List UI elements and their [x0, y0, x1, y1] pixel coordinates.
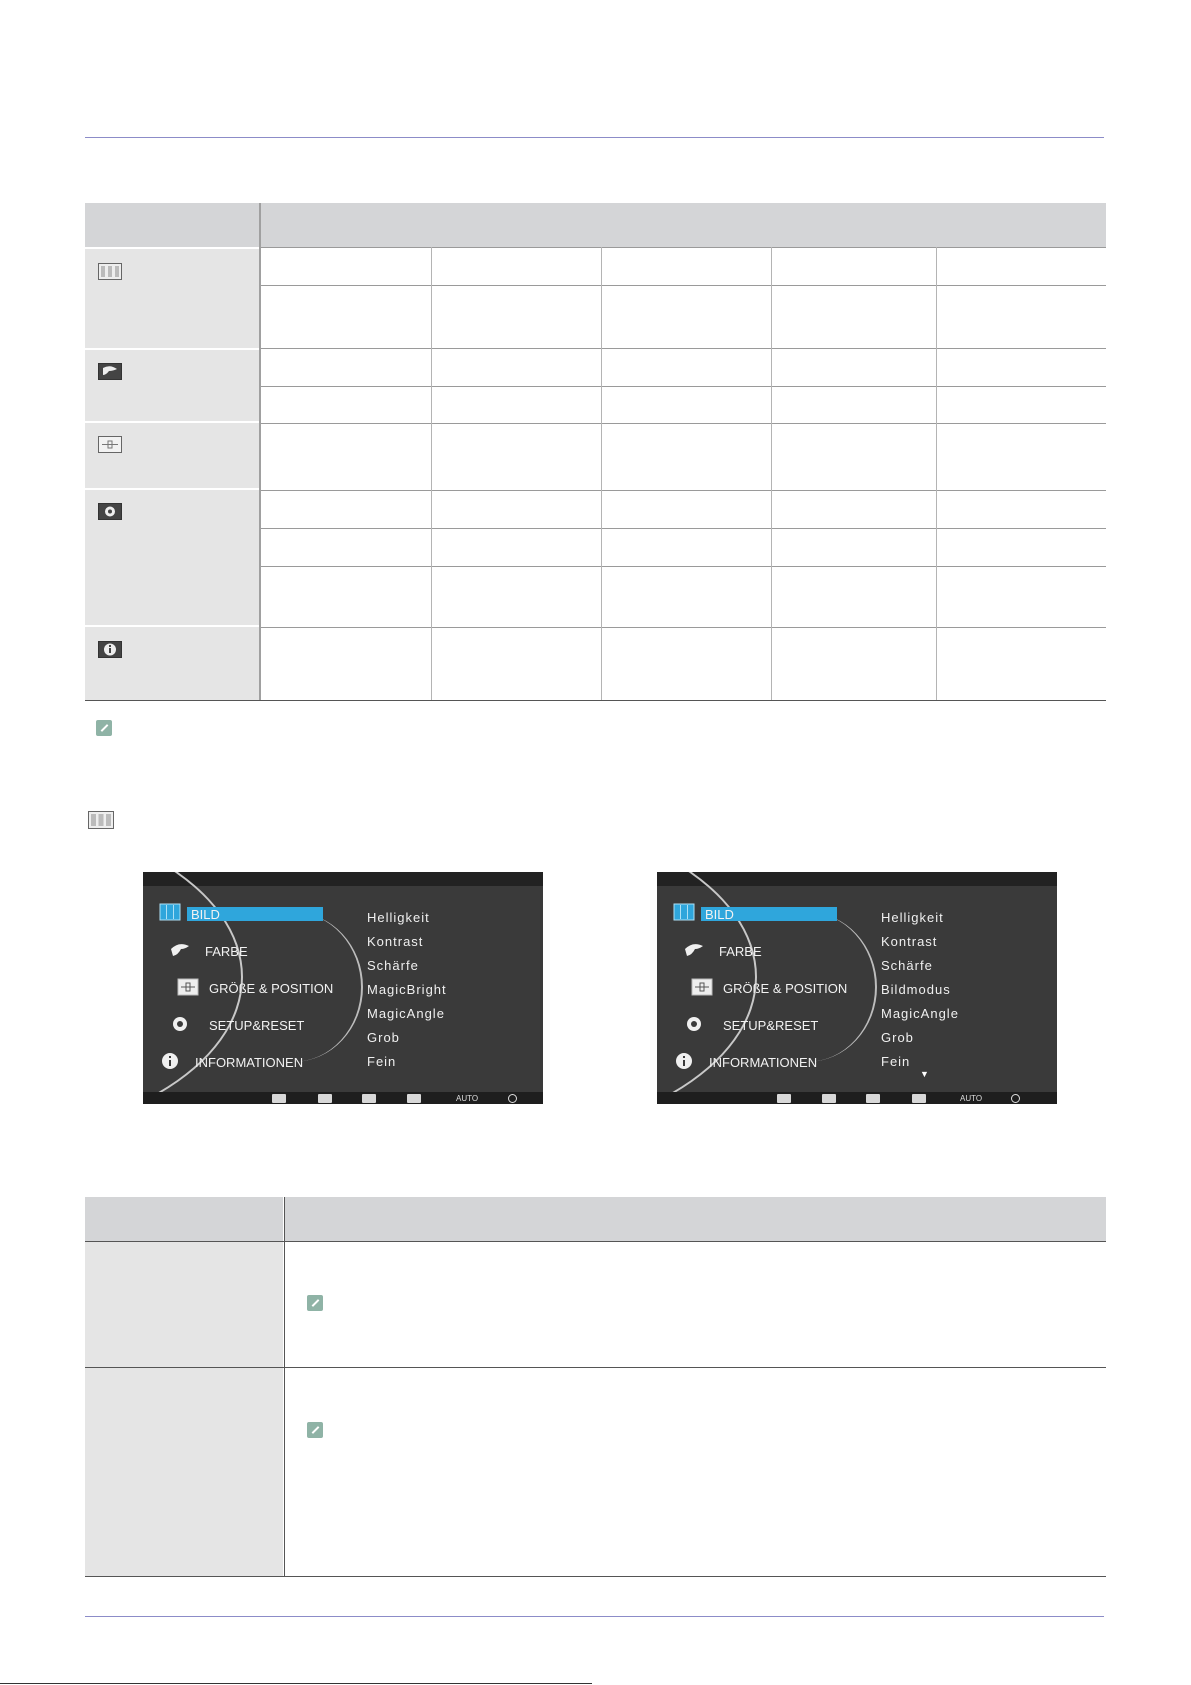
row-label — [85, 1242, 283, 1367]
table-header-cell — [85, 1197, 283, 1241]
row-divider — [261, 528, 1106, 529]
osd-submenu-item[interactable]: Kontrast — [881, 934, 938, 949]
osd-menu-item-size-position[interactable]: GRÖßE & POSITION — [723, 981, 848, 996]
osd-screen-1 — [143, 872, 543, 1104]
row-label-color — [85, 350, 259, 421]
table-header-cell — [285, 1197, 1106, 1241]
osd-submenu-item[interactable]: Helligkeit — [367, 910, 430, 925]
table-header-cell — [85, 203, 259, 247]
osd-submenu-item[interactable]: MagicAngle — [367, 1006, 445, 1021]
note-icon — [96, 720, 112, 736]
osd-menu-item-size-position[interactable]: GRÖßE & POSITION — [209, 981, 334, 996]
osd-title-bar — [143, 872, 543, 886]
osd-menu-item-picture[interactable]: BILD — [705, 907, 734, 922]
row-divider — [261, 386, 1106, 387]
osd-screen-2 — [657, 872, 1057, 1104]
picture-icon — [98, 263, 122, 280]
column-divider — [936, 247, 937, 700]
osd-menu-item-setup-reset[interactable]: SETUP&RESET — [723, 1018, 819, 1033]
row-divider — [261, 627, 1106, 628]
row-divider — [85, 1241, 1106, 1242]
picture-settings-table — [85, 1197, 1106, 1577]
row-divider — [261, 285, 1106, 286]
size-position-icon — [98, 436, 122, 453]
table-header-cell — [261, 203, 1106, 247]
column-divider — [284, 1197, 285, 1577]
picture-icon — [159, 903, 181, 921]
close-button-icon[interactable] — [272, 1094, 286, 1103]
column-divider — [431, 247, 432, 700]
row-label — [85, 1368, 283, 1576]
osd-menu-item-color[interactable]: FARBE — [719, 944, 762, 959]
osd-menu-item-color[interactable]: FARBE — [205, 944, 248, 959]
up-button-icon[interactable] — [362, 1094, 376, 1103]
footer-rule — [85, 1616, 1104, 1617]
row-divider — [261, 423, 1106, 424]
size-position-icon — [177, 978, 199, 996]
row-divider — [85, 1367, 1106, 1368]
down-button-icon[interactable] — [822, 1094, 836, 1103]
header-rule — [85, 137, 1104, 138]
osd-submenu-item[interactable]: MagicBright — [367, 982, 447, 997]
osd-menu-item-setup-reset[interactable]: SETUP&RESET — [209, 1018, 305, 1033]
osd-submenu-item[interactable]: Fein — [367, 1054, 397, 1069]
note-icon — [307, 1422, 323, 1438]
osd-menu-item-information[interactable]: INFORMATIONEN — [195, 1055, 304, 1070]
power-icon[interactable] — [1011, 1094, 1020, 1103]
osd-submenu-item[interactable]: Fein — [881, 1054, 911, 1069]
osd-submenu-item[interactable]: Schärfe — [367, 958, 419, 973]
row-divider — [261, 566, 1106, 567]
menu-overview-table — [85, 203, 1106, 701]
osd-menu-item-information[interactable]: INFORMATIONEN — [709, 1055, 818, 1070]
setup-gear-icon — [98, 503, 122, 520]
table-bottom-rule — [85, 700, 1106, 701]
close-button-icon[interactable] — [777, 1094, 791, 1103]
row-divider — [261, 247, 1106, 248]
osd-submenu-item[interactable]: Grob — [881, 1030, 914, 1045]
up-button-icon[interactable] — [866, 1094, 880, 1103]
footer-baseline — [0, 1683, 592, 1684]
row-label-picture — [85, 249, 259, 348]
enter-button-icon[interactable] — [912, 1094, 926, 1103]
scroll-down-icon: ▼ — [920, 1069, 929, 1079]
osd-submenu-item[interactable]: Bildmodus — [881, 982, 951, 997]
auto-button[interactable]: AUTO — [960, 1094, 983, 1103]
info-icon — [673, 1052, 695, 1070]
palette-icon — [683, 941, 705, 959]
picture-icon — [88, 811, 114, 829]
osd-submenu-item[interactable]: Schärfe — [881, 958, 933, 973]
osd-menu-item-picture[interactable]: BILD — [191, 907, 220, 922]
osd-submenu-item[interactable]: Grob — [367, 1030, 400, 1045]
info-icon — [98, 641, 122, 658]
note-icon — [307, 1295, 323, 1311]
power-icon[interactable] — [508, 1094, 517, 1103]
auto-button[interactable]: AUTO — [456, 1094, 479, 1103]
palette-icon — [169, 941, 191, 959]
picture-icon — [673, 903, 695, 921]
osd-button-bar — [657, 1092, 1057, 1104]
info-icon — [159, 1052, 181, 1070]
enter-button-icon[interactable] — [407, 1094, 421, 1103]
osd-button-bar — [143, 1092, 543, 1104]
row-label-setup — [85, 490, 259, 625]
osd-submenu-item[interactable]: Helligkeit — [881, 910, 944, 925]
setup-gear-icon — [169, 1015, 191, 1033]
osd-submenu-item[interactable]: Kontrast — [367, 934, 424, 949]
table-bottom-rule — [85, 1576, 1106, 1577]
row-divider — [261, 490, 1106, 491]
column-divider — [771, 247, 772, 700]
column-divider — [601, 247, 602, 700]
row-label-size-position — [85, 423, 259, 488]
row-divider — [261, 348, 1106, 349]
palette-icon — [98, 363, 122, 380]
size-position-icon — [691, 978, 713, 996]
osd-submenu-item[interactable]: MagicAngle — [881, 1006, 959, 1021]
osd-title-bar — [657, 872, 1057, 886]
row-label-information — [85, 627, 259, 700]
down-button-icon[interactable] — [318, 1094, 332, 1103]
setup-gear-icon — [683, 1015, 705, 1033]
